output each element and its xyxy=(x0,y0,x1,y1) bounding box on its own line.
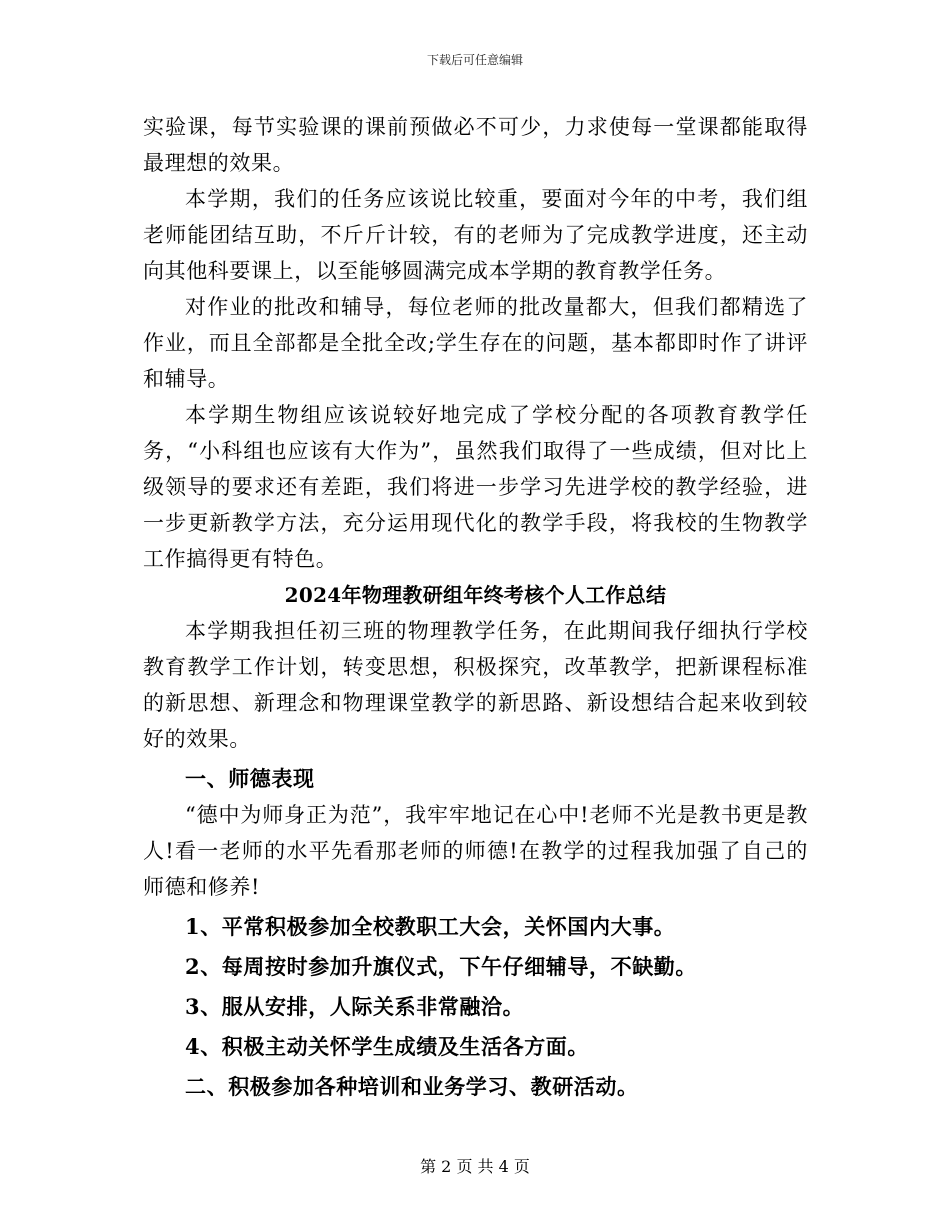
list-item: 1、平常积极参加全校教职工大会，关怀国内大事。 xyxy=(185,914,676,939)
paragraph-continuation: 实验课，每节实验课的课前预做必不可少，力求使每一堂课都能取得最理想的效果。 xyxy=(143,115,808,175)
list-item: 4、积极主动关怀学生成绩及生活各方面。 xyxy=(185,1034,590,1059)
section-heading-ethics: 一、师德表现 xyxy=(185,766,315,791)
page-header-note: 下载后可任意编辑 xyxy=(426,53,523,67)
paragraph-homework: 对作业的批改和辅导，每位老师的批改量都大，但我们都精选了作业，而且全部都是全批全改;学生存在的问题，基本都即时作了讲评和辅导。 xyxy=(143,295,808,391)
list-item: 3、服从安排，人际关系非常融洽。 xyxy=(185,994,525,1019)
paragraph-ethics: “德中为师身正为范”，我牢牢地记在心中!老师不光是教书更是教人!看一老师的水平先看那老师的师德!在教学的过程我加强了自己的师德和修养! xyxy=(143,803,808,899)
document-title: 2024年物理教研组年终考核个人工作总结 xyxy=(284,583,667,607)
page-number: 第 2 页 共 4 页 xyxy=(420,1157,530,1176)
document-body xyxy=(143,109,808,1105)
paragraph-summary: 本学期生物组应该说较好地完成了学校分配的各项教育教学任务，“小科组也应该有大作为”，虽然我们取得了一些成绩，但对比上级领导的要求还有差距，我们将进一步学习先进学校的教学经验，进一步更新教学方法，充分运用现代化的教学手段，将我校的生物教学工作搞得更有特色。 xyxy=(143,403,808,571)
list-item: 2、每周按时参加升旗仪式，下午仔细辅导，不缺勤。 xyxy=(185,954,698,979)
paragraph-tasks: 本学期，我们的任务应该说比较重，要面对今年的中考，我们组老师能团结互助，不斤斤计较，有的老师为了完成教学进度，还主动向其他科要课上，以至能够圆满完成本学期的教育教学任务。 xyxy=(143,187,808,283)
section-heading-training: 二、积极参加各种培训和业务学习、教研活动。 xyxy=(185,1074,639,1099)
paragraph-intro: 本学期我担任初三班的物理教学任务，在此期间我仔细执行学校教育教学工作计划，转变思想，积极探究，改革教学，把新课程标准的新思想、新理念和物理课堂教学的新思路、新设想结合起来收到较好的效果。 xyxy=(143,619,808,751)
